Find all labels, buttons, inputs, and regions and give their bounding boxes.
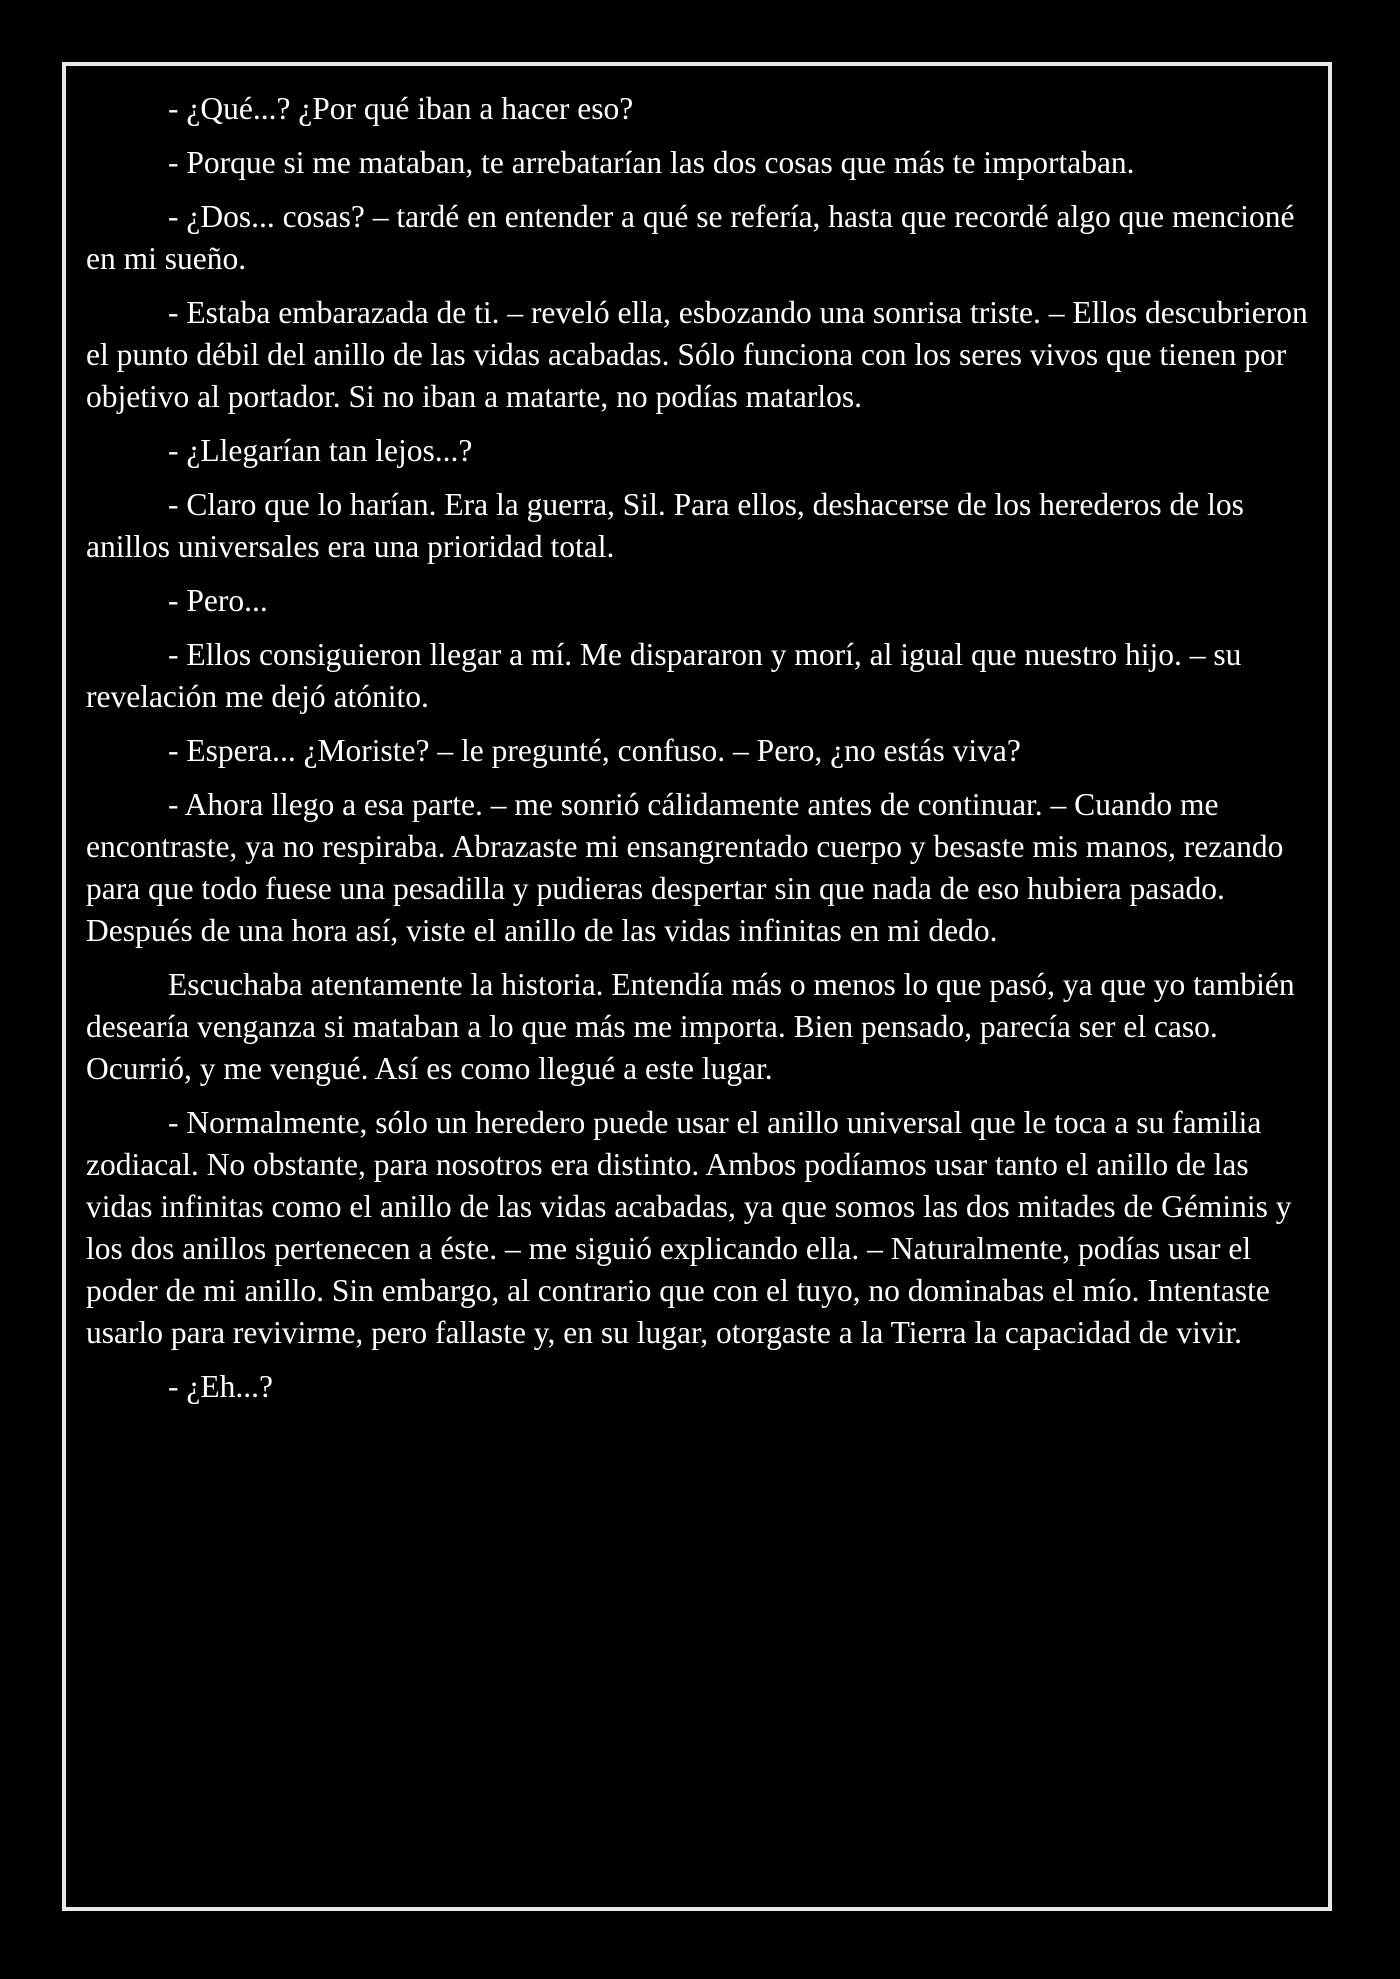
paragraph-3: - ¿Dos... cosas? – tardé en entender a qué se refería, hasta que recordé algo que mencioné en mi sueño. bbox=[86, 199, 1295, 276]
paragraph-13: - ¿Eh...? bbox=[168, 1369, 273, 1404]
paragraph-12: - Normalmente, sólo un heredero puede usar el anillo universal que le toca a su familia zodiacal. No obstante, para nosotros era distinto. Ambos podíamos usar tanto el anillo de las vidas infinitas como el anillo de las vidas acabadas, ya que somos las dos mitades de Géminis y los dos anillos pertenecen a éste. – me siguió explicando ella. – Naturalmente, podías usar el poder de mi anillo. Sin embargo, al contrario que con el tuyo, no dominabas el mío. Intentaste usarlo para revivirme, pero fallaste y, en su lugar, otorgaste a la Tierra la capacidad de vivir. bbox=[86, 1105, 1292, 1350]
paragraph-9: - Espera... ¿Moriste? – le pregunté, confuso. – Pero, ¿no estás viva? bbox=[168, 733, 1021, 768]
page-frame bbox=[62, 62, 1332, 1911]
story-text bbox=[86, 88, 1314, 1420]
paragraph-1: - ¿Qué...? ¿Por qué iban a hacer eso? bbox=[168, 91, 634, 126]
paragraph-8: - Ellos consiguieron llegar a mí. Me dispararon y morí, al igual que nuestro hijo. – su revelación me dejó atónito. bbox=[86, 637, 1242, 714]
paragraph-6: - Claro que lo harían. Era la guerra, Sil. Para ellos, deshacerse de los herederos de los anillos universales era una prioridad total. bbox=[86, 487, 1244, 564]
paragraph-7: - Pero... bbox=[168, 583, 268, 618]
paragraph-10: - Ahora llego a esa parte. – me sonrió cálidamente antes de continuar. – Cuando me encontraste, ya no respiraba. Abrazaste mi ensangrentado cuerpo y besaste mis manos, rezando para que todo fuese una pesadilla y pudieras despertar sin que nada de eso hubiera pasado. Después de una hora así, viste el anillo de las vidas infinitas en mi dedo. bbox=[86, 787, 1284, 948]
paragraph-11: Escuchaba atentamente la historia. Entendía más o menos lo que pasó, ya que yo también desearía venganza si mataban a lo que más me importa. Bien pensado, parecía ser el caso. Ocurrió, y me vengué. Así es como llegué a este lugar. bbox=[86, 967, 1295, 1086]
paragraph-5: - ¿Llegarían tan lejos...? bbox=[168, 433, 473, 468]
paragraph-2: - Porque si me mataban, te arrebatarían las dos cosas que más te importaban. bbox=[168, 145, 1135, 180]
paragraph-4: - Estaba embarazada de ti. – reveló ella, esbozando una sonrisa triste. – Ellos descubrieron el punto débil del anillo de las vidas acabadas. Sólo funciona con los seres vivos que tienen por objetivo al portador. Si no iban a matarte, no podías matarlos. bbox=[86, 295, 1308, 414]
